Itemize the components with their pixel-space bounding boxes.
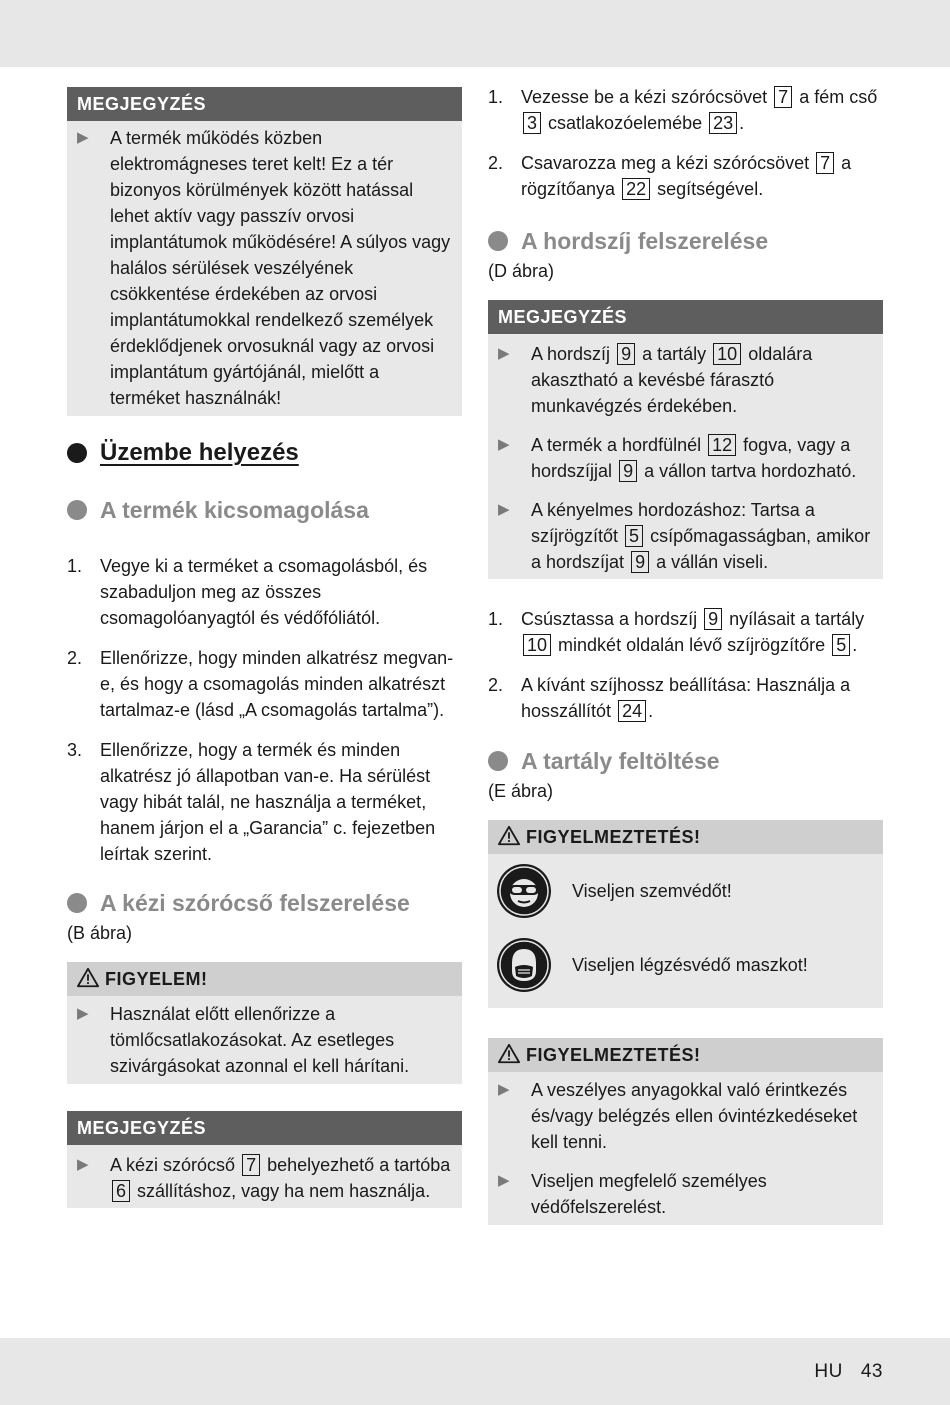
list-item: 1. Vezesse be a kézi szórócsövet 7 a fém cső 3 csatlakozóelemébe 23 . xyxy=(488,87,878,133)
warning-title: FIGYELMEZTETÉS! xyxy=(488,1038,883,1072)
strap-steps xyxy=(488,606,883,724)
warning-triangle-icon xyxy=(77,967,99,989)
ppe-row-mask xyxy=(488,928,883,1002)
list-item: 3. Ellenőrizze, hogy a termék és minden alkatrész jó állapotban van-e. Ha sérülést vagy hibát talál, ne használja a terméket, hanem járjon el a „Garancia” c. fejezetben leírtak szerint. xyxy=(67,740,436,864)
bullet-dot-icon xyxy=(488,751,508,771)
ppe-row-eye xyxy=(488,854,883,928)
warning-item: ▶ A veszélyes anyagokkal való érintkezés és/vagy belégzés ellen óvintézkedéseket kell tenni. xyxy=(498,1077,873,1155)
ppe-text: Viseljen szemvédőt! xyxy=(572,881,732,901)
note-item: ▶ A termék működés közben elektromágneses teret kelt! Ez a tér bizonyos körülmények között hatással lehet aktív vagy passzív orvosi implantátumok működésére! A súlyos vagy halálos sérülések veszélyének csökkentése érdekében az orvosi implantátumokkal rendelkező személyek érdeklődjenek orvosuknál vagy az orvosi implantátum gyártójánál, mielőtt a terméket használnák! xyxy=(77,125,452,411)
section-heading-start: Üzembe helyezés xyxy=(67,438,462,468)
header-band xyxy=(0,0,950,67)
left-column xyxy=(67,87,462,1208)
note-item: ▶ A kényelmes hordozáshoz: Tartsa a szíjrögzítőt 5 csípőmagasságban, amikor a hordszíjat 9 a vállán viseli. xyxy=(498,497,873,575)
part-number: 5 xyxy=(625,525,643,547)
warning-box-ppe xyxy=(488,820,883,1008)
sprayer-steps xyxy=(488,84,883,202)
part-number: 12 xyxy=(708,434,736,456)
bullet-arrow-icon: ▶ xyxy=(498,345,510,362)
note-title: MEGJEGYZÉS xyxy=(67,1111,462,1145)
eye-protection-icon xyxy=(496,863,552,919)
section-heading-unpack: A termék kicsomagolása xyxy=(67,495,462,525)
list-item: 2. Csavarozza meg a kézi szórócsövet 7 a rögzítőanya 22 segítségével. xyxy=(488,153,852,199)
bullet-arrow-icon: ▶ xyxy=(498,1081,510,1098)
part-number: 6 xyxy=(112,1180,130,1202)
part-number: 7 xyxy=(774,86,792,108)
bullet-dot-icon xyxy=(67,893,87,913)
part-number: 9 xyxy=(619,460,637,482)
caution-item: ▶ Használat előtt ellenőrizze a tömlőcsatlakozásokat. Az esetleges szivárgásokat azonnal el kell hárítani. xyxy=(77,1001,452,1079)
note-title: MEGJEGYZÉS xyxy=(488,300,883,334)
language-code: HU xyxy=(814,1361,843,1382)
part-number: 23 xyxy=(709,112,737,134)
bullet-arrow-icon: ▶ xyxy=(498,1172,510,1189)
bullet-arrow-icon: ▶ xyxy=(77,129,89,146)
warning-box-hazard xyxy=(488,1038,883,1225)
part-number: 22 xyxy=(622,178,650,200)
part-number: 7 xyxy=(242,1154,260,1176)
list-item: 1. Vegye ki a terméket a csomagolásból, és szabaduljon meg az összes csomagolóanyagtól és védőfóliától. xyxy=(67,556,428,628)
part-number: 5 xyxy=(832,634,850,656)
warning-triangle-icon xyxy=(498,825,520,847)
part-number: 10 xyxy=(523,634,551,656)
note-item: ▶ A termék a hordfülnél 12 fogva, vagy a hordszíjjal 9 a vállon tartva hordozható. xyxy=(498,432,873,484)
note-box-strap xyxy=(488,300,883,579)
footer-band xyxy=(0,1338,950,1405)
part-number: 10 xyxy=(713,343,741,365)
warning-triangle-icon xyxy=(498,1043,520,1065)
caution-title: FIGYELEM! xyxy=(67,962,462,996)
warning-item: ▶ Viseljen megfelelő személyes védőfelszerelést. xyxy=(498,1168,873,1220)
note-item: ▶ A kézi szórócső 7 behelyezhető a tartóba 6 szállításhoz, vagy ha nem használja. xyxy=(77,1152,452,1204)
ppe-text: Viseljen légzésvédő maszkot! xyxy=(572,955,808,975)
note-item: ▶ A hordszíj 9 a tartály 10 oldalára akasztható a kevésbé fárasztó munkavégzés érdekében. xyxy=(498,341,873,419)
figure-reference: (B ábra) xyxy=(67,923,133,943)
section-heading-strap: A hordszíj felszerelése xyxy=(488,226,883,256)
unpack-steps xyxy=(67,553,462,867)
part-number: 7 xyxy=(816,152,834,174)
bullet-dot-icon xyxy=(488,231,508,251)
page-number: 43 xyxy=(860,1361,883,1382)
caution-box xyxy=(67,962,462,1084)
section-heading-sprayer: A kézi szórócső felszerelése xyxy=(67,888,462,918)
part-number: 9 xyxy=(617,343,635,365)
list-item: 2. A kívánt szíjhossz beállítása: Használja a hosszállítót 24 . xyxy=(488,675,851,721)
list-item: 2. Ellenőrizze, hogy minden alkatrész megvan-e, és hogy a csomagolás minden alkatrészt tartalmaz-e (lásd „A csomagolás tartalma”). xyxy=(67,648,454,720)
figure-reference: (D ábra) xyxy=(488,261,555,281)
part-number: 9 xyxy=(631,551,649,573)
bullet-arrow-icon: ▶ xyxy=(77,1005,89,1022)
bullet-arrow-icon: ▶ xyxy=(498,436,510,453)
figure-reference: (E ábra) xyxy=(488,781,554,801)
note-box-emf xyxy=(67,87,462,416)
page-footer xyxy=(814,1359,883,1385)
note-title: MEGJEGYZÉS xyxy=(67,87,462,121)
note-box-holder xyxy=(67,1111,462,1208)
bullet-dot-icon xyxy=(67,500,87,520)
warning-title: FIGYELMEZTETÉS! xyxy=(488,820,883,854)
right-column xyxy=(488,84,883,1225)
part-number: 3 xyxy=(523,112,541,134)
bullet-arrow-icon: ▶ xyxy=(77,1156,89,1173)
section-heading-fill: A tartály feltöltése xyxy=(488,746,883,776)
bullet-dot-icon xyxy=(67,443,87,463)
respirator-mask-icon xyxy=(496,937,552,993)
bullet-arrow-icon: ▶ xyxy=(498,501,510,518)
part-number: 9 xyxy=(704,608,722,630)
list-item: 1. Csúsztassa a hordszíj 9 nyílásait a tartály 10 mindkét oldalán lévő szíjrögzítőre 5 . xyxy=(488,609,865,655)
part-number: 24 xyxy=(618,700,646,722)
